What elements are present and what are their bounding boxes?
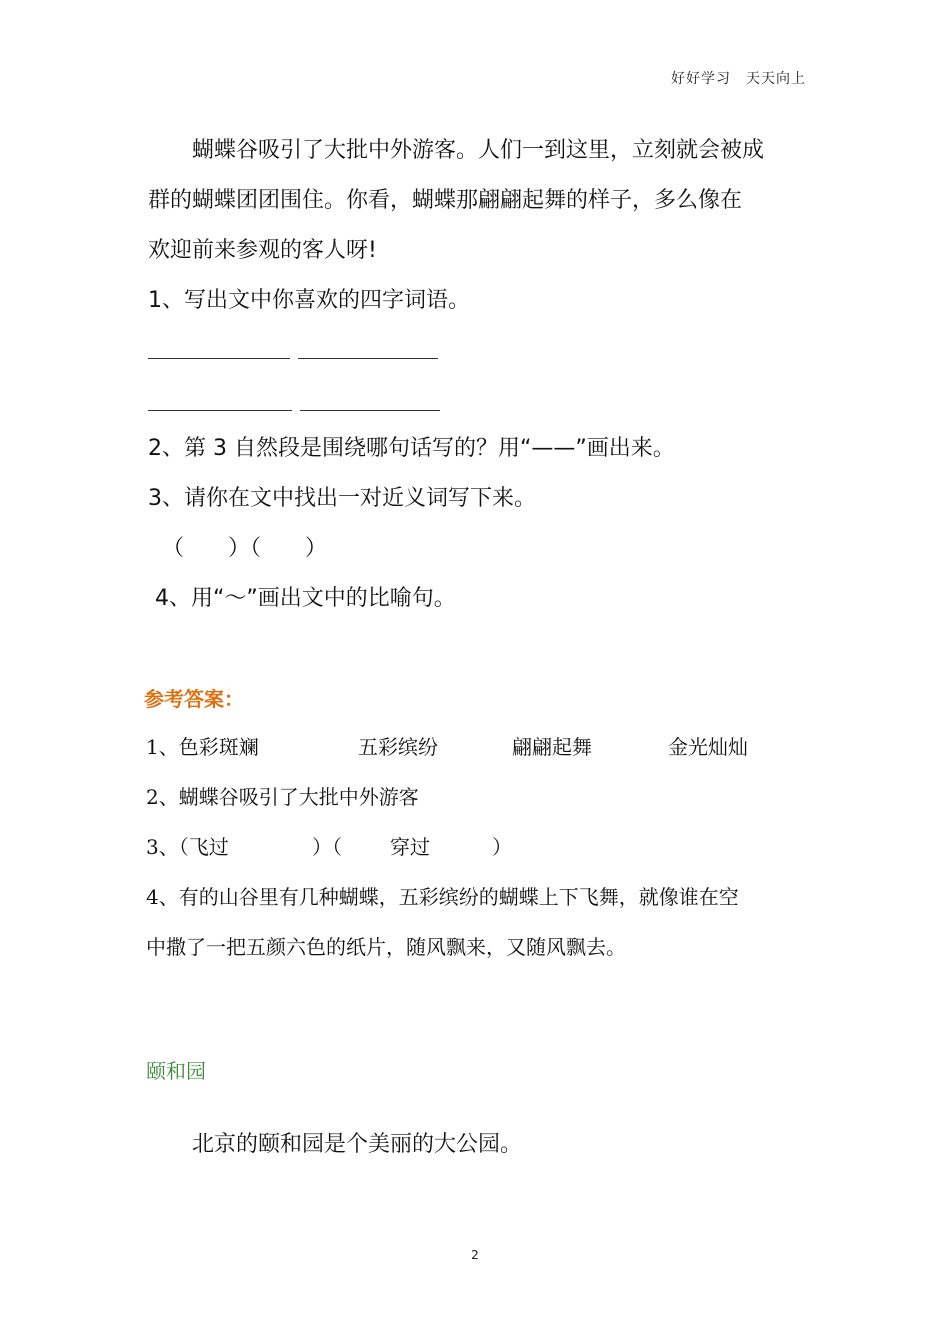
question-1: 1、写出文中你喜欢的四字词语。 — [148, 288, 470, 313]
answer-4-line-1: 4、有的山谷里有几种蝴蝶，五彩缤纷的蝴蝶上下飞舞，就像谁在空 — [146, 885, 739, 909]
answer-1-word: 金光灿灿 — [668, 735, 748, 759]
answer-3-middle: ）（ — [312, 835, 342, 859]
answer-blank[interactable] — [148, 409, 292, 411]
section-first-line: 北京的颐和园是个美丽的大公园。 — [148, 1132, 523, 1157]
answer-blanks-row-2 — [148, 409, 440, 411]
passage-line-1: 蝴蝶谷吸引了大批中外游客。人们一到这里，立刻就会被成 — [148, 138, 765, 163]
question-3-parens: （ ）（ ） — [148, 536, 327, 561]
answer-blank[interactable] — [148, 357, 290, 359]
answer-3 — [146, 832, 826, 862]
answer-blank[interactable] — [298, 357, 438, 359]
answer-2: 2、蝴蝶谷吸引了大批中外游客 — [146, 785, 419, 809]
answer-1 — [146, 732, 826, 762]
question-2: 2、第 3 自然段是围绕哪句话写的？用“——”画出来。 — [148, 436, 675, 461]
question-3: 3、请你在文中找出一对近义词写下来。 — [148, 486, 536, 511]
page-number: 2 — [471, 1248, 479, 1262]
answer-4-line-2: 中撒了一把五颜六色的纸片，随风飘来，又随风飘去。 — [146, 935, 626, 959]
answer-blanks-row-1 — [148, 357, 438, 359]
passage-line-3: 欢迎前来参观的客人呀! — [148, 238, 377, 263]
answer-3-word: 穿过 — [390, 835, 430, 859]
passage-line-2: 群的蝴蝶团团围住。你看，蝴蝶那翩翩起舞的样子，多么像在 — [148, 188, 743, 213]
answer-1-word: 五彩缤纷 — [358, 735, 438, 759]
header-motto: 好好学习 天天向上 — [671, 71, 806, 87]
answer-1-word: 翩翩起舞 — [512, 735, 592, 759]
section-title: 颐和园 — [146, 1059, 206, 1083]
answer-1-first: 1、色彩斑斓 — [146, 735, 259, 759]
answer-title: 参考答案： — [144, 687, 244, 711]
answer-blank[interactable] — [300, 409, 440, 411]
answer-3-end: ） — [492, 835, 512, 859]
question-4: 4、用“～”画出文中的比喻句。 — [148, 586, 456, 611]
answer-3-first: 3、（飞过 — [146, 835, 229, 859]
